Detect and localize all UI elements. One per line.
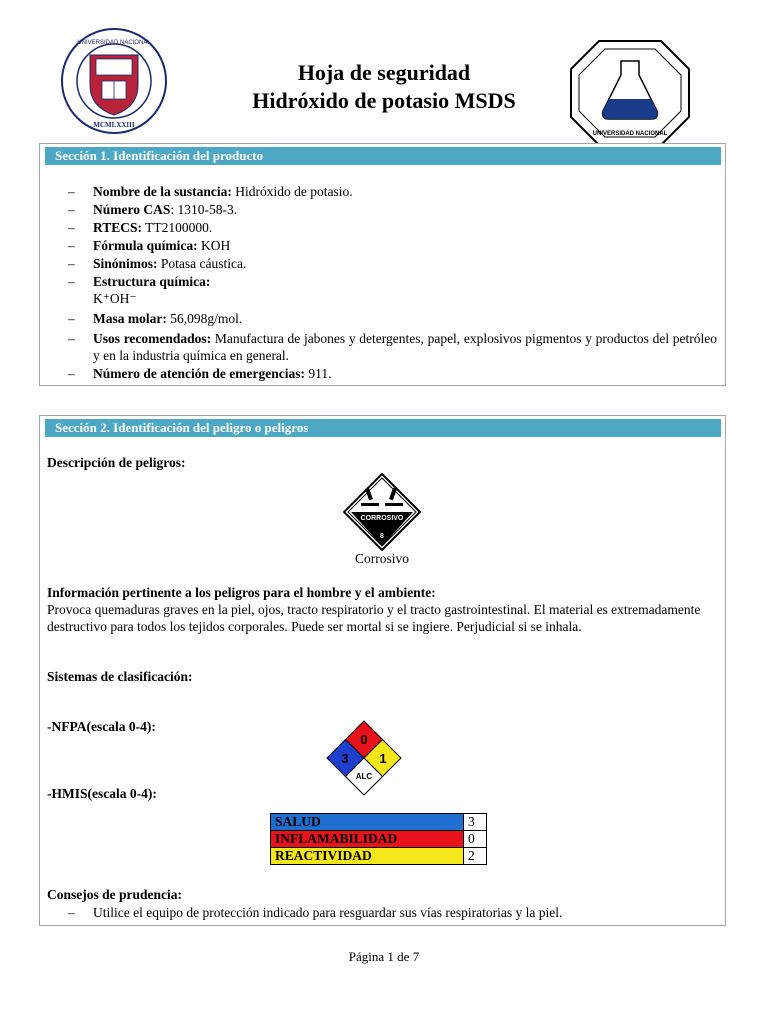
list-item: – Sinónimos: Potasa cáustica.	[68, 255, 717, 272]
hmis-label-cell: SALUD	[271, 814, 464, 831]
svg-text:MCMLXXIII: MCMLXXIII	[93, 121, 135, 129]
hmis-label-cell: INFLAMABILIDAD	[271, 831, 464, 848]
chemical-structure: K⁺OH⁻	[93, 291, 137, 306]
list-item: – RTECS: TT2100000.	[68, 219, 717, 236]
nfpa-diamond-icon	[325, 719, 403, 797]
svg-text:UNIVERSIDAD NACIONAL: UNIVERSIDAD NACIONAL	[592, 131, 668, 137]
nfpa-reactivity: 1	[379, 751, 387, 766]
hazard-info-heading: Información pertinente a los peligros para el hombre y el ambiente:	[47, 585, 436, 600]
nfpa-flammability: 0	[360, 732, 368, 747]
pictogram-label: CORROSIVO	[360, 515, 404, 522]
section-1-heading: Sección 1. Identificación del producto	[45, 147, 721, 165]
list-item: – Estructura química: K⁺OH⁻	[68, 273, 717, 307]
table-row	[271, 814, 487, 831]
list-item: – Utilice el equipo de protección indicado para resguardar sus vías respiratorias y la piel.	[68, 904, 708, 921]
svg-text:UNIVERSIDAD NACIONAL: UNIVERSIDAD NACIONAL	[77, 40, 151, 46]
nfpa-health: 3	[341, 751, 349, 766]
hmis-value-cell: 0	[464, 831, 487, 848]
table-row	[271, 848, 487, 865]
advice-heading: Consejos de prudencia:	[47, 887, 183, 902]
hazard-description-heading: Descripción de peligros:	[47, 455, 186, 470]
corrosive-pictogram-icon	[343, 473, 421, 551]
section-1	[39, 143, 726, 386]
nfpa-label: -NFPA(escala 0-4):	[47, 719, 156, 734]
section-2-heading: Sección 2. Identificación del peligro o peligros	[45, 419, 721, 437]
list-item: – Usos recomendados: Manufactura de jabones y detergentes, papel, explosivos pigmentos y productos del petróleo y en la industria química en general.	[68, 330, 717, 364]
document-title: Hoja de seguridad	[297, 60, 471, 85]
hmis-value-cell: 3	[464, 814, 487, 831]
list-item: – Número CAS: 1310-58-3.	[68, 201, 717, 218]
nfpa-special: ALC	[355, 772, 373, 781]
document-subtitle: Hidróxido de potasio MSDS	[252, 88, 516, 113]
list-item: – Fórmula química: KOH	[68, 237, 717, 254]
product-identification-list	[68, 183, 717, 383]
hmis-label: -HMIS(escala 0-4):	[47, 786, 157, 801]
pictogram-class-number: 8	[380, 533, 384, 540]
advice-list	[68, 904, 708, 922]
list-item: – Nombre de la sustancia: Hidróxido de potasio.	[68, 183, 717, 200]
hazard-info-text: Provoca quemaduras graves en la piel, ojos, tracto respiratorio y el tracto gastrointestinal. El material es extremadamente destructivo para todos los tejidos corporales. Puede ser mortal si se ingiere. Perjudicial si se inhala.	[47, 602, 701, 634]
table-row	[271, 831, 487, 848]
list-item: – Número de atención de emergencias: 911.	[68, 365, 717, 382]
hmis-label-cell: REACTIVIDAD	[271, 848, 464, 865]
hmis-table	[270, 813, 487, 865]
classification-heading: Sistemas de clasificación:	[47, 669, 193, 684]
list-item: – Masa molar: 56,098g/mol.	[68, 310, 717, 327]
pictogram-caption: Corrosivo	[355, 551, 409, 566]
hmis-value-cell: 2	[464, 848, 487, 865]
page-number: Página 1 de 7	[348, 949, 420, 964]
